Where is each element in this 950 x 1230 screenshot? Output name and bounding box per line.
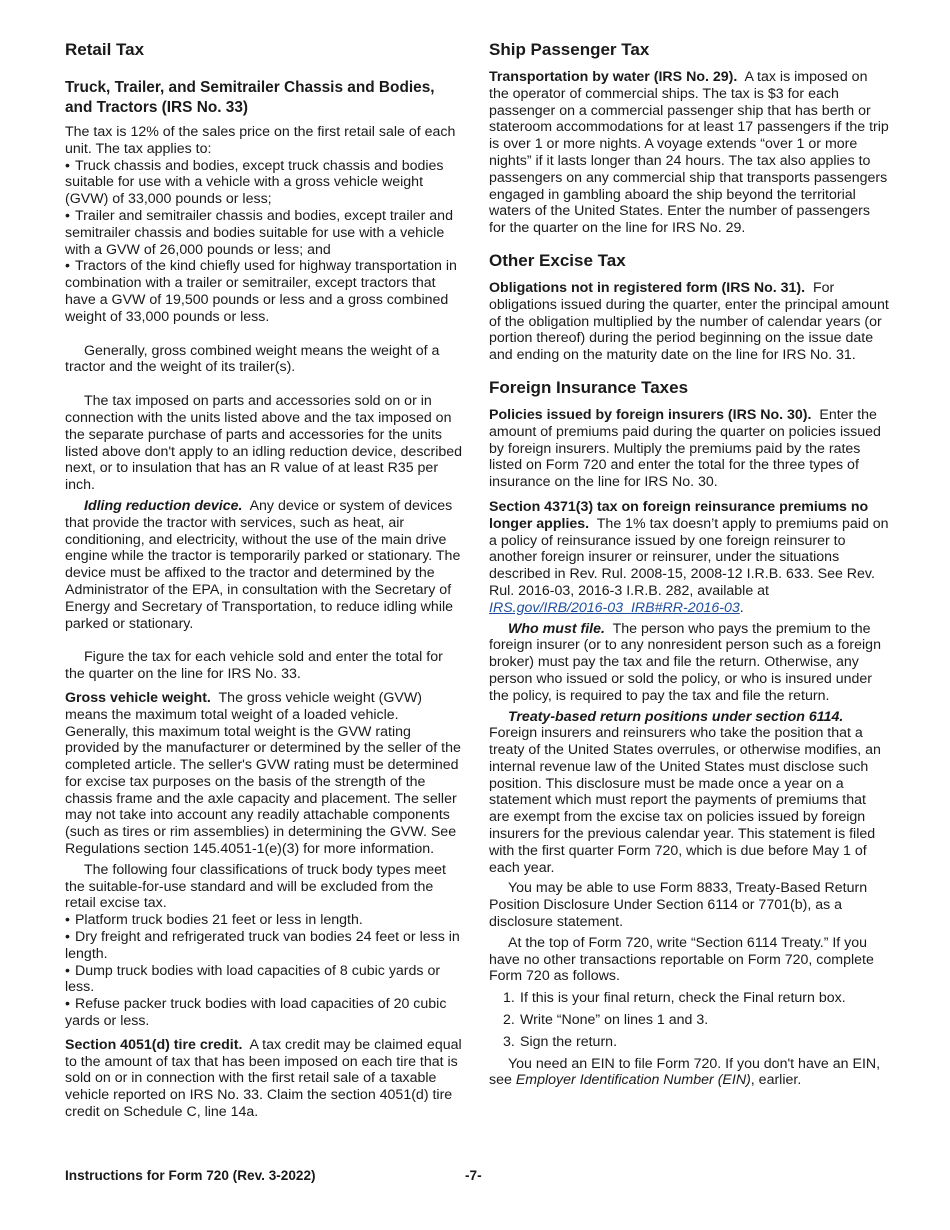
list-item: • Dump truck bodies with load capacities of 8 cubic yards or less. <box>65 962 441 996</box>
section-title-retail-tax: Retail Tax <box>65 40 145 59</box>
list-item: • Trailer and semitrailer chassis and bodies, except trailer and semitrailer chassis and bodies suitable for use with a vehicle with a GVW of 26,000 pounds or less; and <box>65 207 453 258</box>
para-idling: Idling reduction device. Any device or system of devices that provide the tractor with services, such as heat, air conditioning, and electricity, without the use of the main drive engine while the tractor is temporarily parked or stationary. The device must be affixed to the tractor and determined by the Administrator of the EPA, in consultation with the Secretary of Energy and Secretary of Transportation, to reduce idling while parked or stationary. <box>65 497 461 632</box>
bullet-icon: • <box>65 207 70 224</box>
page-number: -7- <box>465 1168 482 1183</box>
list-item: 1. If this is your final return, check the Final return box. <box>503 990 846 1007</box>
para-reinsurance: Section 4371(3) tax on foreign reinsurance premiums no longer applies. The 1% tax doesn’t apply to premiums paid on a policy of reinsurance issued by one foreign reinsurer to another foreign insurer or reinsurer, under the situations described in Rev. Rul. 2008-15, 2008-12 I.R.B. 633. See Rev. Rul. 2016-03, 2016-3 I.R.B. 282, available at IRS.gov/IRB/2016-03_IRB#RR-2016-03. <box>489 498 889 616</box>
bullet-icon: • <box>65 929 70 946</box>
para-top-of-form: At the top of Form 720, write “Section 6114 Treaty.” If you have no other transactions reportable on Form 720, complete Form 720 as follows. <box>489 934 874 985</box>
obligations-label: Obligations not in registered form (IRS No. 31). <box>489 279 806 296</box>
para-gross-combined-weight: Generally, gross combined weight means the weight of a tractor and the weight of its trailer(s). <box>65 342 440 376</box>
para-form-8833: You may be able to use Form 8833, Treaty-Based Return Position Disclosure Under Section 6114 or 7701(b), as a disclosure statement. <box>489 880 868 931</box>
list-item: • Tractors of the kind chiefly used for highway transportation in combination with a trailer or semitrailer, except tractors that have a GVW of 19,500 pounds or less and a gross combined weight of 33,000 pounds or less. <box>65 258 457 325</box>
bullet-icon: • <box>65 912 70 929</box>
section-title-other-excise-tax: Other Excise Tax <box>489 250 626 270</box>
retail-intro: The tax is 12% of the sales price on the first retail sale of each unit. The tax applies to: <box>65 124 456 157</box>
left-column <box>65 40 465 1121</box>
policies-label: Policies issued by foreign insurers (IRS No. 30). <box>489 406 812 423</box>
list-item: 3. Sign the return. <box>503 1033 618 1050</box>
para-figure-tax: Figure the tax for each vehicle sold and enter the total for the quarter on the line for IRS No. 33. <box>65 649 443 683</box>
list-item: 2. Write “None” on lines 1 and 3. <box>503 1012 709 1029</box>
para-ship-transport: Transportation by water (IRS No. 29). A tax is imposed on the operator of commercial ships. The tax is $3 for each passenger on a commercial passenger ship that has berth or stateroom accommodations for at least 17 passengers if the trip is over 1 or more nights. A voyage extends “over 1 or more nights” if it lasts longer than 24 hours. The tax also applies to passengers on any commercial ship that transports passengers engaged in gambling aboard the ship beyond the territorial waters of the United States. Enter the number of passengers for the quarter on the line for IRS No. 29. <box>489 69 889 237</box>
idling-label: Idling reduction device. <box>84 497 243 514</box>
para-policies: Policies issued by foreign insurers (IRS No. 30). Enter the amount of premiums paid during the quarter on policies issued by foreign insurers. Multiply the premiums paid by the rates listed on Form 720 and enter the total for the three types of insurance on the line for IRS No. 30. <box>489 406 881 491</box>
irb-link[interactable]: IRS.gov/IRB/2016-03_IRB#RR-2016-03 <box>489 599 740 616</box>
para-who-must-file: Who must file. The person who pays the premium to the foreign insurer (or to any nonresident person such as a foreign broker) must pay the tax and file the return. Otherwise, any person who issued or sold the policy, or who is insured under the policy, is required to pay the tax and file the return. <box>489 620 881 704</box>
list-item: • Dry freight and refrigerated truck van bodies 24 feet or less in length. <box>65 929 460 962</box>
para-gvw: Gross vehicle weight. The gross vehicle weight (GVW) means the maximum total weight of a loaded vehicle. Generally, this maximum total weight is the GVW rating provided by the manufacturer or determined by the seller of the completed article. The seller's GVW rating must be determined for excise tax purposes on the basis of the strength of the chassis frame and the axle capacity and placement. The seller may not take into account any readily attachable components (such as tires or rim assemblies) in determining the GVW. See Regulations section 145.4051-1(e)(3) for more information. <box>65 689 461 858</box>
treaty-label: Treaty-based return positions under section 6114. <box>508 708 844 725</box>
para-parts-accessories: The tax imposed on parts and accessories sold on or in connection with the units listed above and the tax imposed on the separate purchase of parts and accessories for the units listed above don't apply to an idling reduction device, described next, or to insulation that has an R value of at least R35 per inch. <box>65 393 463 494</box>
bullet-icon: • <box>65 996 70 1013</box>
gvw-label: Gross vehicle weight. <box>65 689 211 706</box>
footer-form-label: Instructions for Form 720 (Rev. 3-2022) <box>65 1168 316 1183</box>
who-must-file-label: Who must file. <box>508 620 605 637</box>
para-four-classifications: The following four classifications of truck body types meet the suitable-for-use standard and will be excluded from the retail excise tax. <box>65 861 446 912</box>
tire-credit-label: Section 4051(d) tire credit. <box>65 1036 243 1053</box>
bullet-icon: • <box>65 258 70 275</box>
para-treaty: Treaty-based return positions under section 6114. Foreign insurers and reinsurers who take the position that a treaty of the United States overrules, or otherwise modifies, an internal revenue law of the United States must disclose such position. This disclosure must be made once a year on a statement which must report the payments of premiums that are exempt from the excise tax on policies issued by foreign insurers for the previous calendar year. This statement is filed with the first quarter Form 720, which is due before May 1 of each year. <box>489 708 881 876</box>
ein-reference: Employer Identification Number (EIN) <box>515 1072 751 1089</box>
body-types-list <box>65 912 465 1030</box>
section-title-ship-passenger-tax: Ship Passenger Tax <box>489 40 650 59</box>
para-obligations: Obligations not in registered form (IRS No. 31). For obligations issued during the quarter, enter the principal amount of the obligation multiplied by the number of calendar years (or portion thereof) during the period beginning on the issue date and ending on the maturity date on the line for IRS No. 31. <box>489 279 889 364</box>
steps-list <box>489 990 889 1050</box>
para-tire-credit: Section 4051(d) tire credit. A tax credit may be claimed equal to the amount of tax that has been imposed on each tire that is sold on or in connection with the first retail sale of a taxable vehicle reported on IRS No. 33. Claim the section 4051(d) tire credit on Schedule C, line 14a. <box>65 1036 462 1121</box>
list-item: • Platform truck bodies 21 feet or less in length. <box>65 912 363 929</box>
section-title-foreign-insurance-taxes: Foreign Insurance Taxes <box>489 377 689 397</box>
para-ein: You need an EIN to file Form 720. If you don't have an EIN, see Employer Identification Number (EIN), earlier. <box>489 1055 881 1089</box>
list-item: • Truck chassis and bodies, except truck chassis and bodies suitable for use with a vehicle with a gross vehicle weight (GVW) of 33,000 pounds or less; <box>65 157 444 208</box>
bullet-icon: • <box>65 157 70 174</box>
list-item: • Refuse packer truck bodies with load capacities of 20 cubic yards or less. <box>65 996 447 1030</box>
applies-list <box>65 158 465 326</box>
right-column <box>489 40 889 1089</box>
subsection-title-truck: Truck, Trailer, and Semitrailer Chassis and Bodies, and Tractors (IRS No. 33) <box>65 79 435 116</box>
bullet-icon: • <box>65 962 70 979</box>
reinsurance-label: Section 4371(3) tax on foreign reinsurance premiums no longer applies. <box>489 498 869 532</box>
ship-label: Transportation by water (IRS No. 29). <box>489 69 738 85</box>
